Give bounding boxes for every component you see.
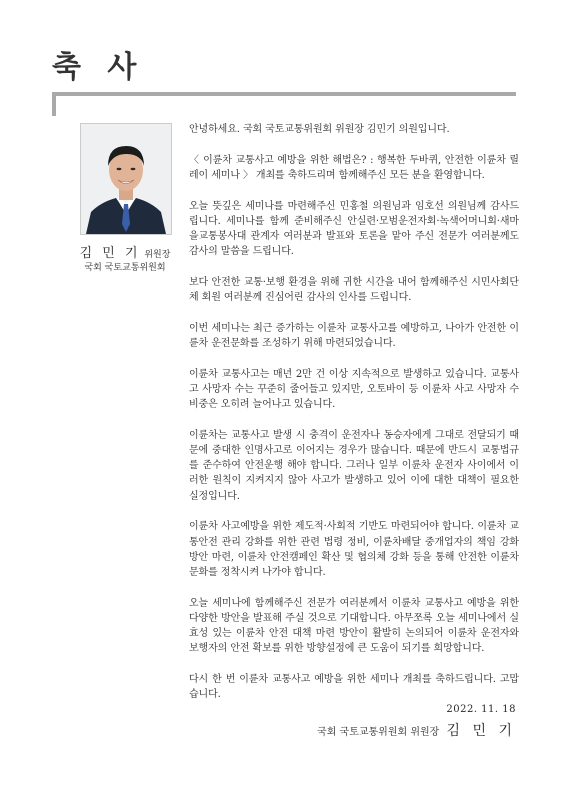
paragraph: 보다 안전한 교통·보행 환경을 위해 귀한 시간을 내어 함께해주신 시민사회단체 회원 여러분께 진심어린 감사의 인사를 드립니다. [189, 276, 519, 304]
signature-title: 국회 국토교통위원회 위원장 [317, 727, 440, 738]
paragraph: 안녕하세요. 국회 국토교통위원회 위원장 김민기 의원입니다. [189, 124, 450, 135]
title-side-bar [52, 92, 56, 116]
profile-name-line [70, 245, 180, 263]
title-underline-bar [52, 92, 516, 96]
signature-name: 김 민 기 [446, 723, 516, 739]
paragraph: 다시 한 번 이륜차 교통사고 예방을 위한 세미나 개최를 축하드립니다. 고맙습니다. [189, 673, 519, 701]
congratulatory-message-body [189, 122, 519, 718]
profile-name: 김 민 기 [79, 246, 141, 261]
page-title: 축 사 [52, 50, 145, 85]
paragraph: 이륜차는 교통사고 발생 시 충격이 운전자나 동승자에게 그대로 전달되기 때문에 중대한 인명사고로 이어지는 경우가 많습니다. 때문에 반드시 교통법규를 준수하여 안전운행 해야 합니다. 그러나 일부 이륜차 운전자 사이에서 이러한 원칙이 지켜지지 않아 사고가 발생하고 있어 이에 대한 대책이 필요한 실정입니다. [189, 429, 519, 502]
paragraph: 이번 세미나는 최근 증가하는 이륜차 교통사고를 예방하고, 나아가 안전한 이륜차 운전문화를 조성하기 위해 마련되었습니다. [189, 322, 519, 350]
paragraph: 오늘 뜻깊은 세미나를 마련해주신 민홍철 의원님과 임호선 의원님께 감사드립니다. 세미나를 함께 준비해주신 안실련·모범운전자회·녹색어머니회·새마을교통봉사대 관계자 여러분과 발표와 토론을 맡아 주신 전문가 여러분께도 감사의 말씀을 드립니다. [189, 200, 519, 258]
profile-position: 위원장 [144, 250, 171, 260]
paragraph: 오늘 세미나에 함께해주신 전문가 여러분께서 이륜차 교통사고 예방을 위한 다양한 방안을 발표해 주실 것으로 기대합니다. 아무쪼록 오늘 세미나에서 실효성 있는 이륜차 안전 대책 마련 방안이 활발히 논의되어 이륜차 운전자와 보행자의 안전 확보를 위한 방향설정에 큰 도움이 되기를 희망합니다. [189, 597, 519, 655]
closing-date: 2022. 11. 18 [446, 704, 516, 715]
profile-organization: 국회 국토교통위원회 [84, 263, 166, 273]
portrait-image [81, 124, 171, 234]
paragraph: 이륜차 사고예방을 위한 제도적·사회적 기반도 마련되어야 합니다. 이륜차 교통안전 관리 강화를 위한 관련 법령 정비, 이륜차배달 중개업자의 책임 강화 방안 마련, 이륜차 안전캠페인 확산 및 협의체 강화 등을 통해 안전한 이륜차 문화를 정착시켜 나가야 합니다. [189, 521, 519, 578]
closing-signature [317, 721, 516, 743]
paragraph: 이륜차 교통사고는 매년 2만 건 이상 지속적으로 발생하고 있습니다. 교통사고 사망자 수는 꾸준히 줄어들고 있지만, 오토바이 등 이륜차 사고 사망자 수 비중은 오히려 늘어나고 있습니다. [189, 368, 519, 411]
paragraph: 〈 이륜차 교통사고 예방을 위한 해법은? : 행복한 두바퀴, 안전한 이륜차 릴레이 세미나 〉 개최를 축하드리며 함께해주신 모든 분을 환영합니다. [189, 154, 519, 181]
profile-photo [80, 123, 172, 235]
